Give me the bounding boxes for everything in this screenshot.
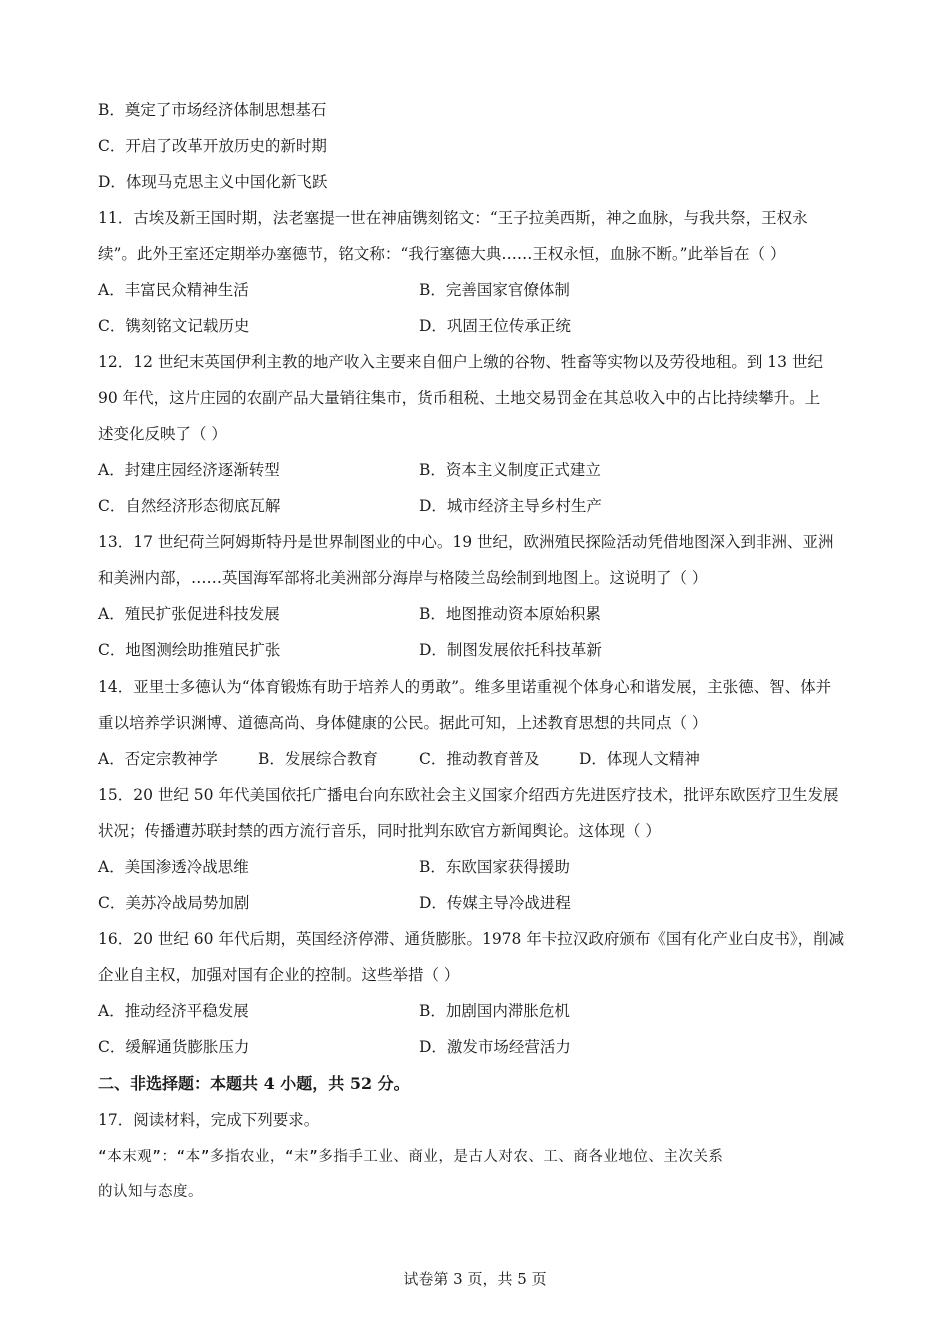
q12-option-d: D．城市经济主导乡村生产 <box>419 497 602 515</box>
section-heading-non-choice: 二、非选择题：本题共 4 小题，共 52 分。 <box>98 1074 410 1093</box>
option-c-prev: C．开启了改革开放历史的新时期 <box>98 137 327 155</box>
q14-option-d: D．体现人文精神 <box>579 750 700 768</box>
question-16-line-1: 16．20 世纪 60 年代后期，英国经济停滞、通货膨胀。1978 年卡拉汉政府颁布《国有化产业白皮书》，削减 <box>98 930 845 948</box>
option-b-prev: B．奠定了市场经济体制思想基石 <box>98 101 327 119</box>
q16-option-c: C．缓解通货膨胀压力 <box>98 1038 250 1056</box>
question-11-line-2: 续”。此外王室还定期举办塞德节，铭文称：“我行塞德大典……王权永恒，血脉不断。”此举旨在（ ） <box>98 245 786 263</box>
q11-option-b: B．完善国家官僚体制 <box>419 281 570 299</box>
q15-option-a: A．美国渗透冷战思维 <box>98 858 249 876</box>
q11-option-a: A．丰富民众精神生活 <box>98 281 249 299</box>
q13-option-a: A．殖民扩张促进科技发展 <box>98 605 280 623</box>
q16-option-d: D．激发市场经营活力 <box>419 1038 571 1056</box>
question-11-line-1: 11．古埃及新王国时期，法老塞提一世在神庙镌刻铭文：“王子拉美西斯，神之血脉，与我共祭，王权永 <box>98 209 808 227</box>
q12-option-a: A．封建庄园经济逐渐转型 <box>98 461 280 479</box>
question-14-line-2: 重以培养学识渊博、道德高尚、身体健康的公民。据此可知，上述教育思想的共同点（ ） <box>98 714 708 732</box>
question-12-line-2: 90 年代，这片庄园的农副产品大量销往集市，货币租税、土地交易罚金在其总收入中的占比持续攀升。上 <box>98 389 821 407</box>
page-footer: 试卷第 3 页，共 5 页 <box>403 1270 547 1288</box>
q15-option-b: B．东欧国家获得援助 <box>419 858 570 876</box>
q14-option-a: A．否定宗教神学 <box>98 750 218 768</box>
q17-material-line-2: 的认知与态度。 <box>98 1184 203 1200</box>
question-13-line-2: 和美洲内部，……英国海军部将北美洲部分海岸与格陵兰岛绘制到地图上。这说明了（ ） <box>98 569 708 587</box>
question-12-line-1: 12．12 世纪末英国伊利主教的地产收入主要来自佃户上缴的谷物、牲畜等实物以及劳役地租。到 13 世纪 <box>98 353 823 371</box>
question-17-intro: 17．阅读材料，完成下列要求。 <box>98 1111 320 1129</box>
question-13-line-1: 13．17 世纪荷兰阿姆斯特丹是世界制图业的中心。19 世纪，欧洲殖民探险活动凭借地图深入到非洲、亚洲 <box>98 533 834 551</box>
question-15-line-1: 15．20 世纪 50 年代美国依托广播电台向东欧社会主义国家介绍西方先进医疗技术，批评东欧医疗卫生发展 <box>98 786 839 804</box>
question-14-line-1: 14．亚里士多德认为“体育锻炼有助于培养人的勇敢”。维多里诺重视个体身心和谐发展，主张德、智、体并 <box>98 678 832 696</box>
q13-option-d: D．制图发展依托科技革新 <box>419 641 602 659</box>
question-16-line-2: 企业自主权，加强对国有企业的控制。这些举措（ ） <box>98 966 460 984</box>
q14-option-b: B．发展综合教育 <box>258 750 378 768</box>
q13-option-b: B．地图推动资本原始积累 <box>419 605 601 623</box>
q12-option-b: B．资本主义制度正式建立 <box>419 461 601 479</box>
q11-option-c: C．镌刻铭文记载历史 <box>98 317 250 335</box>
q15-option-c: C．美苏冷战局势加剧 <box>98 894 250 912</box>
question-12-line-3: 述变化反映了（ ） <box>98 425 227 443</box>
q12-option-c: C．自然经济形态彻底瓦解 <box>98 497 281 515</box>
q13-option-c: C．地图测绘助推殖民扩张 <box>98 641 281 659</box>
option-d-prev: D．体现马克思主义中国化新飞跃 <box>98 173 328 191</box>
q11-option-d: D．巩固王位传承正统 <box>419 317 571 335</box>
q16-option-a: A．推动经济平稳发展 <box>98 1002 249 1020</box>
q16-option-b: B．加剧国内滞胀危机 <box>419 1002 570 1020</box>
q14-option-c: C．推动教育普及 <box>419 750 540 768</box>
q15-option-d: D．传媒主导冷战进程 <box>419 894 571 912</box>
q17-material-line-1: “本末观”：“本”多指农业，“末”多指手工业、商业，是古人对农、工、商各业地位、主次关系 <box>98 1149 724 1165</box>
question-15-line-2: 状况；传播遭苏联封禁的西方流行音乐，同时批判东欧官方新闻舆论。这体现（ ） <box>98 822 661 840</box>
